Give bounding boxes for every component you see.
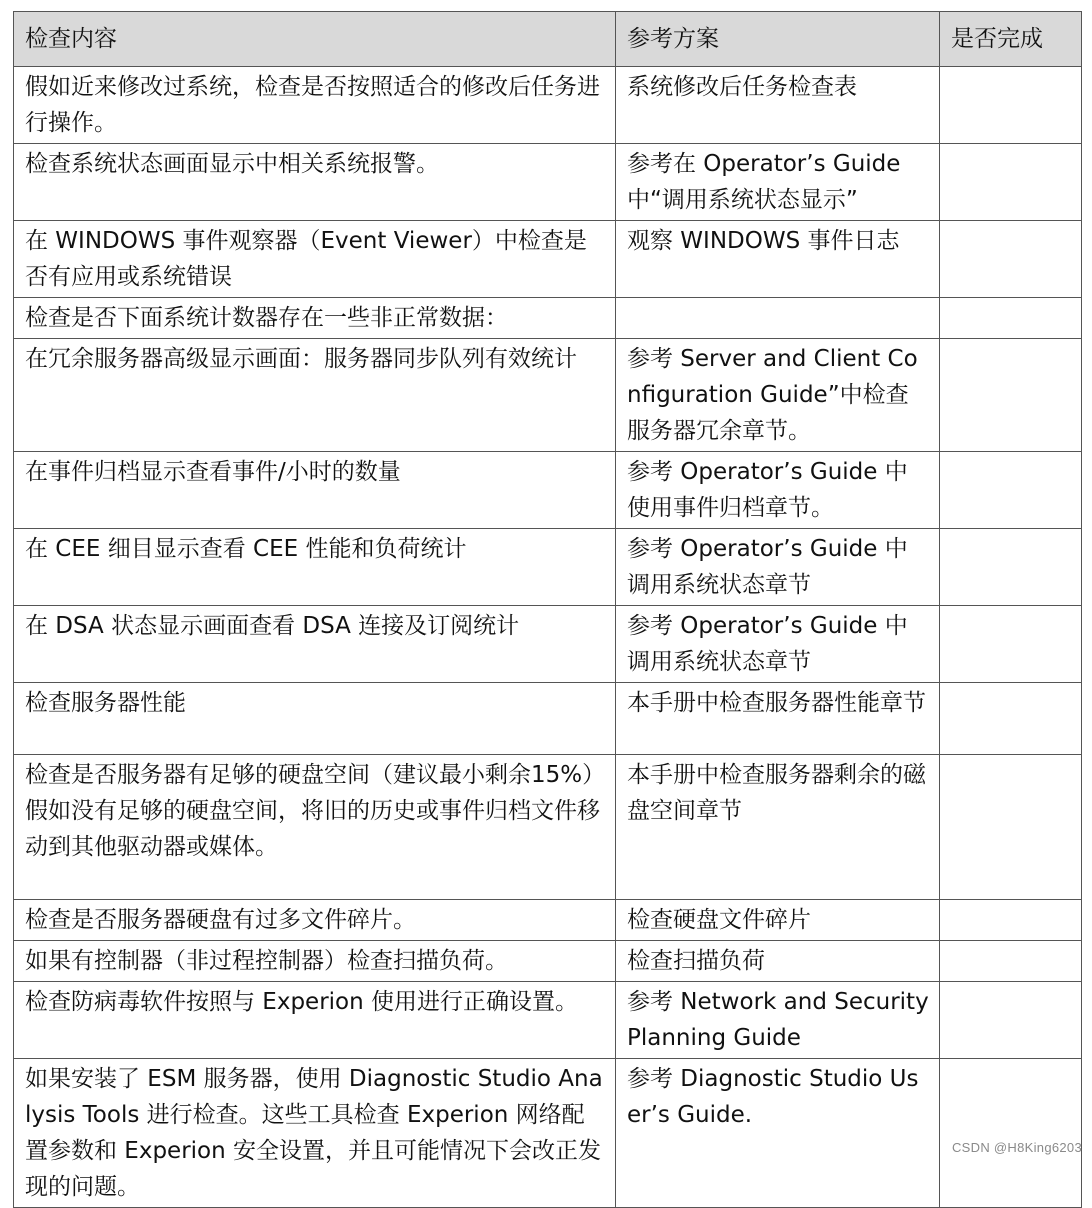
watermark: CSDN @H8King6203 [951,1140,1082,1155]
completed-cell[interactable] [940,683,1082,755]
completed-cell[interactable] [940,982,1082,1059]
reference-cell: 参考 Server and Client Configuration Guide”中检查服务器冗余章节。 [616,339,940,452]
check-content-text: 如果有控制器（非过程控制器）检查扫描负荷。 [25,948,508,974]
completed-cell[interactable] [940,452,1082,529]
completed-cell[interactable] [940,529,1082,606]
check-content-text: 在 CEE 细目显示查看 CEE 性能和负荷统计 [25,536,467,562]
checklist-table [13,11,1082,1208]
reference-cell: 检查硬盘文件碎片 [616,900,940,941]
table-row [14,221,1082,298]
check-content-cell [14,982,616,1059]
check-content-cell [14,755,616,900]
check-content-text: 检查是否服务器有足够的硬盘空间（建议最小剩余15%） [25,762,606,788]
reference-cell [616,298,940,339]
check-content-text: 在 DSA 状态显示画面查看 DSA 连接及订阅统计 [25,613,520,639]
completed-cell[interactable] [940,941,1082,982]
check-content-text: 检查系统状态画面显示中相关系统报警。 [25,151,439,177]
check-content-text: 检查服务器性能 [25,690,186,716]
completed-cell[interactable] [940,606,1082,683]
reference-cell: 参考在 Operator’s Guide 中“调用系统状态显示” [616,144,940,221]
reference-cell: 观察 WINDOWS 事件日志 [616,221,940,298]
reference-cell: 检查扫描负荷 [616,941,940,982]
check-content-cell [14,941,616,982]
reference-cell: 本手册中检查服务器性能章节 [616,683,940,755]
completed-cell[interactable] [940,144,1082,221]
check-content-text: 假如近来修改过系统，检查是否按照适合的修改后任务进行操作。 [25,74,600,136]
check-content-text: 假如没有足够的硬盘空间，将旧的历史或事件归档文件移动到其他驱动器或媒体。 [25,798,600,860]
completed-cell[interactable] [940,900,1082,941]
completed-cell[interactable] [940,221,1082,298]
check-content-cell [14,339,616,452]
table-row [14,900,1082,941]
reference-cell: 参考 Operator’s Guide 中调用系统状态章节 [616,529,940,606]
table-row [14,144,1082,221]
completed-cell[interactable] [940,298,1082,339]
completed-cell[interactable] [940,67,1082,144]
check-content-text: 检查是否下面系统计数器存在一些非正常数据： [25,305,508,331]
table-row [14,529,1082,606]
completed-cell[interactable] [940,1059,1082,1208]
table-row [14,339,1082,452]
reference-cell: 本手册中检查服务器剩余的磁盘空间章节 [616,755,940,900]
reference-cell: 参考 Diagnostic Studio User’s Guide. [616,1059,940,1208]
reference-cell: 系统修改后任务检查表 [616,67,940,144]
check-content-text: 检查是否服务器硬盘有过多文件碎片。 [25,907,416,933]
table-row [14,941,1082,982]
check-content-cell [14,67,616,144]
completed-cell[interactable] [940,339,1082,452]
check-content-cell [14,144,616,221]
check-content-cell [14,298,616,339]
table-row [14,982,1082,1059]
check-content-text: 在冗余服务器高级显示画面：服务器同步队列有效统计 [25,346,577,372]
table-row [14,683,1082,755]
table-header-row [14,12,1082,67]
table-row [14,298,1082,339]
check-content-cell [14,529,616,606]
check-content-cell [14,683,616,755]
check-content-text: 如果安装了 ESM 服务器，使用 Diagnostic Studio Analysis Tools 进行检查。这些工具检查 Experion 网络配置参数和 Experion 安全设置，并且可能情况下会改正发现的问题。 [25,1066,603,1200]
completed-cell[interactable] [940,755,1082,900]
check-content-text: 在事件归档显示查看事件/小时的数量 [25,459,401,485]
table-row [14,606,1082,683]
check-content-cell [14,1059,616,1208]
check-content-cell [14,606,616,683]
header-check-content: 检查内容 [14,12,616,67]
header-completed: 是否完成 [940,12,1082,67]
header-reference-plan: 参考方案 [616,12,940,67]
check-content-text: 检查防病毒软件按照与 Experion 使用进行正确设置。 [25,989,579,1015]
table-row [14,1059,1082,1208]
reference-cell: 参考 Operator’s Guide 中调用系统状态章节 [616,606,940,683]
check-content-text: 在 WINDOWS 事件观察器（Event Viewer）中检查是否有应用或系统错误 [25,228,587,290]
check-content-cell [14,221,616,298]
reference-cell: 参考 Network and Security Planning Guide [616,982,940,1059]
check-content-cell [14,452,616,529]
table-row [14,67,1082,144]
table-row [14,755,1082,900]
check-content-cell [14,900,616,941]
table-row [14,452,1082,529]
reference-cell: 参考 Operator’s Guide 中使用事件归档章节。 [616,452,940,529]
